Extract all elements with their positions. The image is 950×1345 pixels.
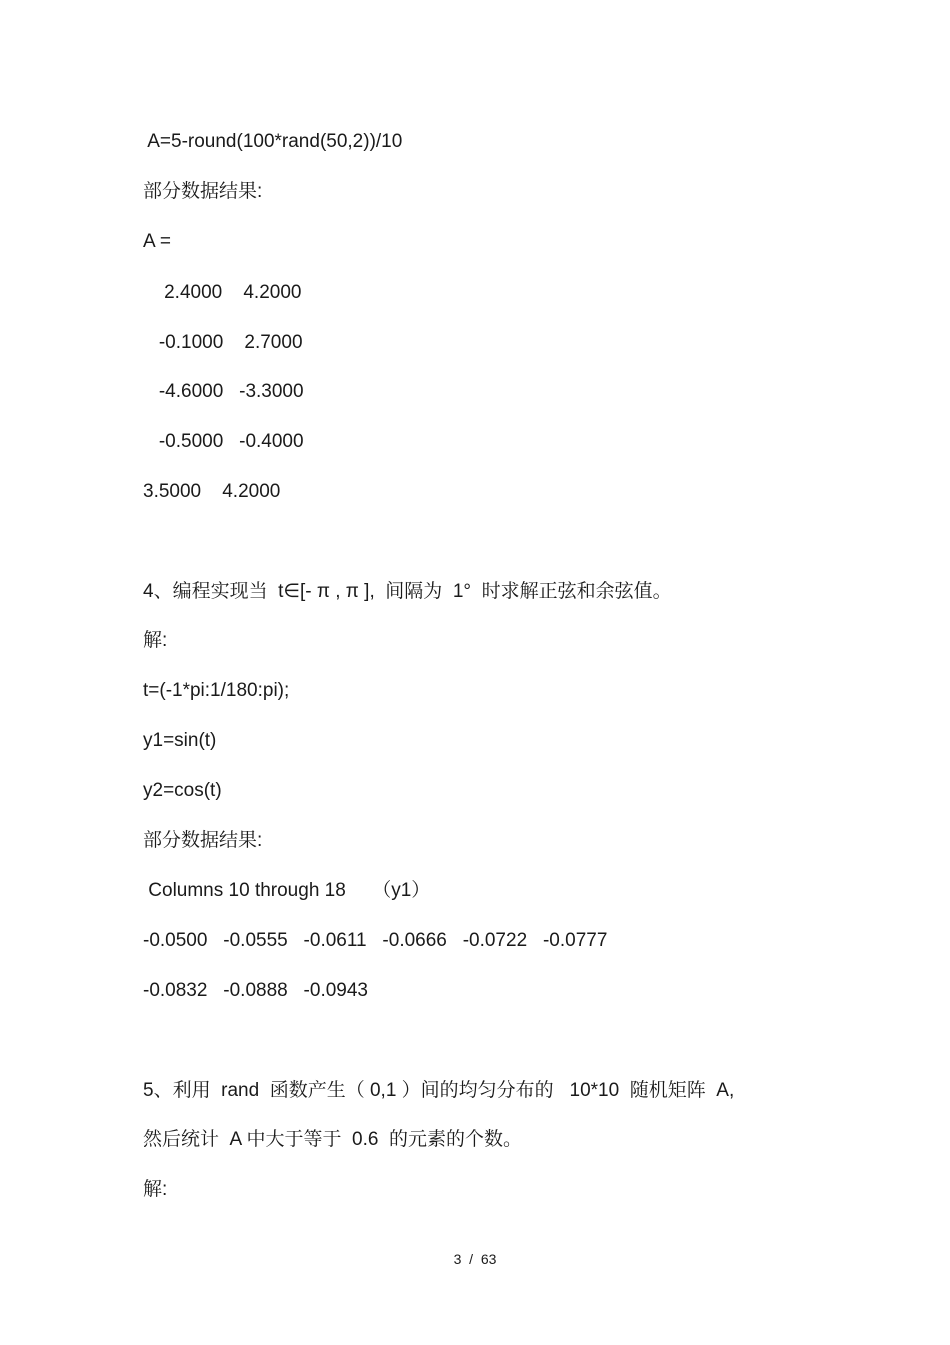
matrix-row: 3.5000 4.2000 [143,481,281,502]
result-label: 部分数据结果: [143,830,263,851]
code-line: y2=cos(t) [143,780,222,801]
code-line: t=(-1*pi:1/180:pi); [143,680,290,701]
question-5-continued: 然后统计 A 中大于等于 0.6 的元素的个数。 [143,1129,522,1150]
code-line: y1=sin(t) [143,730,217,751]
question-4: 4、编程实现当 t∈[- π , π ], 间隔为 1° 时求解正弦和余弦值。 [143,581,672,602]
result-label: 部分数据结果: [143,181,263,202]
question-5: 5、利用 rand 函数产生（ 0,1 ）间的均匀分布的 10*10 随机矩阵 A, [143,1080,735,1101]
columns-header: Columns 10 through 18 （y1） [143,880,431,901]
data-row: -0.0832 -0.0888 -0.0943 [143,980,368,1001]
matrix-row: -4.6000 -3.3000 [143,381,304,402]
matrix-row: -0.1000 2.7000 [143,332,303,353]
answer-label: 解: [143,1179,168,1200]
page-number: 3 / 63 [453,1251,497,1267]
data-row: -0.0500 -0.0555 -0.0611 -0.0666 -0.0722 -0.0777 [143,930,608,951]
matrix-row: 2.4000 4.2000 [143,282,302,303]
matrix-row: -0.5000 -0.4000 [143,431,304,452]
code-line: A=5-round(100*rand(50,2))/10 [143,131,403,152]
matrix-header: A = [143,231,171,252]
answer-label: 解: [143,630,168,651]
